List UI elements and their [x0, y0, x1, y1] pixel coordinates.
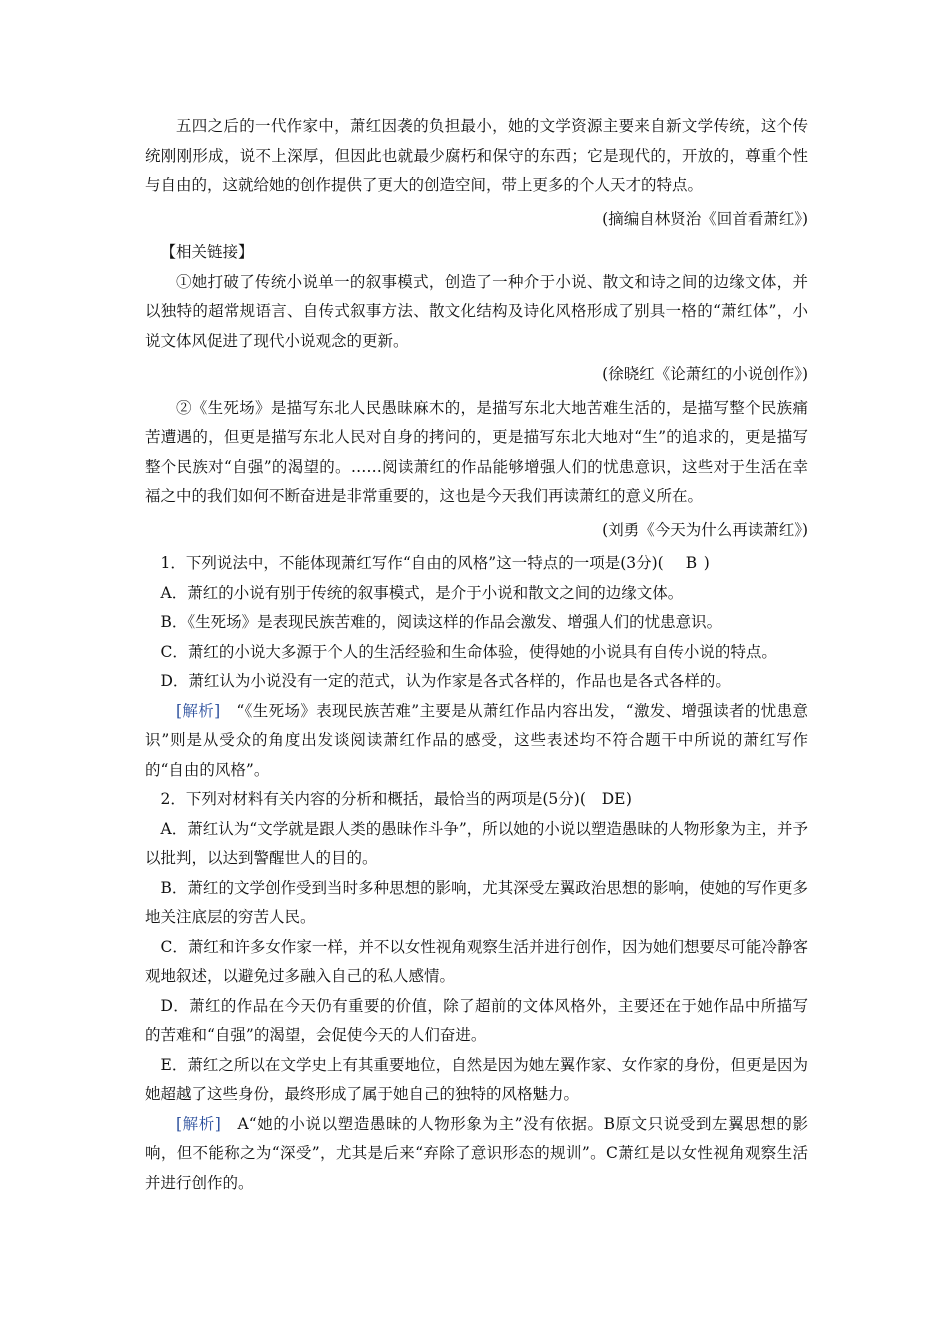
question-2-close: ) [625, 790, 632, 808]
question-1-option-a: A．萧红的小说有别于传统的叙事模式，是介于小说和散文之间的边缘文体。 [160, 583, 684, 602]
question-1-text: 1．下列说法中，不能体现萧红写作“自由的风格”这一特点的一项是(3分)( [160, 554, 664, 572]
question-1-option-b: B．《生死场》是表现民族苦难的，阅读这样的作品会激发、增强人们的忧患意识。 [160, 613, 723, 631]
question-2-option-e: E．萧红之所以在文学史上有其重要地位，自然是因为她左翼作家、女作家的身份，但更是因为她超越了这些身份，最终形成了属于她自己的独特的风格魅力。 [145, 1055, 808, 1103]
analysis-tag: [解析] [176, 1114, 221, 1133]
related-link-1: ①她打破了传统小说单一的叙事模式，创造了一种介于小说、散文和诗之间的边缘文体，并以独特的超常规语言、自传式叙事方法、散文化结构及诗化风格形成了别具一格的“萧红体”，小说文体风促进了现代小说观念的更新。 [145, 272, 808, 350]
document-body [145, 112, 808, 1198]
question-2-text: 2．下列对材料有关内容的分析和概括，最恰当的两项是(5分)( [160, 790, 586, 808]
source-citation-2: (徐晓红《论萧红的小说创作》) [602, 365, 808, 383]
question-1-stem [145, 549, 808, 579]
question-1-analysis-text: “《生死场》表现民族苦难”主要是从萧红作品内容出发，“激发、增强读者的忧患意识”则是从受众的角度出发谈阅读萧红作品的感受，这些表述均不符合题干中所说的萧红写作的“自由的风格”。 [145, 701, 808, 779]
question-2-stem [145, 785, 808, 815]
source-citation-1: (摘编自林贤治《回首看萧红》) [602, 209, 808, 228]
question-2-option-b: B．萧红的文学创作受到当时多种思想的影响，尤其深受左翼政治思想的影响，使她的写作更多地关注底层的穷苦人民。 [145, 878, 808, 926]
question-1-option-d: D．萧红认为小说没有一定的范式，认为作家是各式各样的，作品也是各式各样的。 [160, 672, 731, 690]
question-2-option-a: A．萧红认为“文学就是跟人类的愚昧作斗争”，所以她的小说以塑造愚昧的人物形象为主，并予以批判，以达到警醒世人的目的。 [145, 819, 808, 867]
question-2-analysis-text: A“她的小说以塑造愚昧的人物形象为主”没有依据。B原文只说受到左翼思想的影响，但不能称之为“深受”，尤其是后来“弃除了意识形态的规训”。C萧红是以女性视角观察生活并进行创作的。 [145, 1114, 808, 1192]
question-1-option-c: C．萧红的小说大多源于个人的生活经验和生命体验，使得她的小说具有自传小说的特点。 [160, 642, 777, 661]
question-2-option-d: D．萧红的作品在今天仍有重要的价值，除了超前的文体风格外，主要还在于她作品中所描写的苦难和“自强”的渴望，会促使今天的人们奋进。 [145, 996, 808, 1044]
related-link-2: ②《生死场》是描写东北人民愚昧麻木的，是描写东北大地苦难生活的，是描写整个民族痛苦遭遇的，但更是描写东北人民对自身的拷问的，更是描写东北大地对“生”的追求的，更是描写整个民族对“自强”的渴望的。……阅读萧红的作品能够增强人们的忧患意识，这些对于生活在幸福之中的我们如何不断奋进是非常重要的，这也是今天我们再读萧红的意义所在。 [145, 398, 808, 505]
question-1-close: ) [703, 554, 710, 572]
question-2-analysis [145, 1110, 808, 1199]
question-1-analysis [145, 697, 808, 786]
related-links-header: 【相关链接】 [160, 243, 254, 261]
intro-paragraph: 五四之后的一代作家中，萧红因袭的负担最小，她的文学资源主要来自新文学传统，这个传统刚刚形成，说不上深厚，但因此也就最少腐朽和保守的东西；它是现代的，开放的，尊重个性与自由的，这就给她的创作提供了更大的创造空间，带上更多的个人天才的特点。 [145, 117, 808, 194]
question-2-answer: DE [601, 790, 626, 808]
question-2-option-c: C．萧红和许多女作家一样，并不以女性视角观察生活并进行创作，因为她们想要尽可能冷静客观地叙述，以避免过多融入自己的私人感情。 [145, 937, 808, 985]
question-1-answer: B [685, 554, 698, 572]
analysis-tag: [解析] [176, 701, 221, 720]
source-citation-3: (刘勇《今天为什么再读萧红》) [602, 520, 808, 539]
